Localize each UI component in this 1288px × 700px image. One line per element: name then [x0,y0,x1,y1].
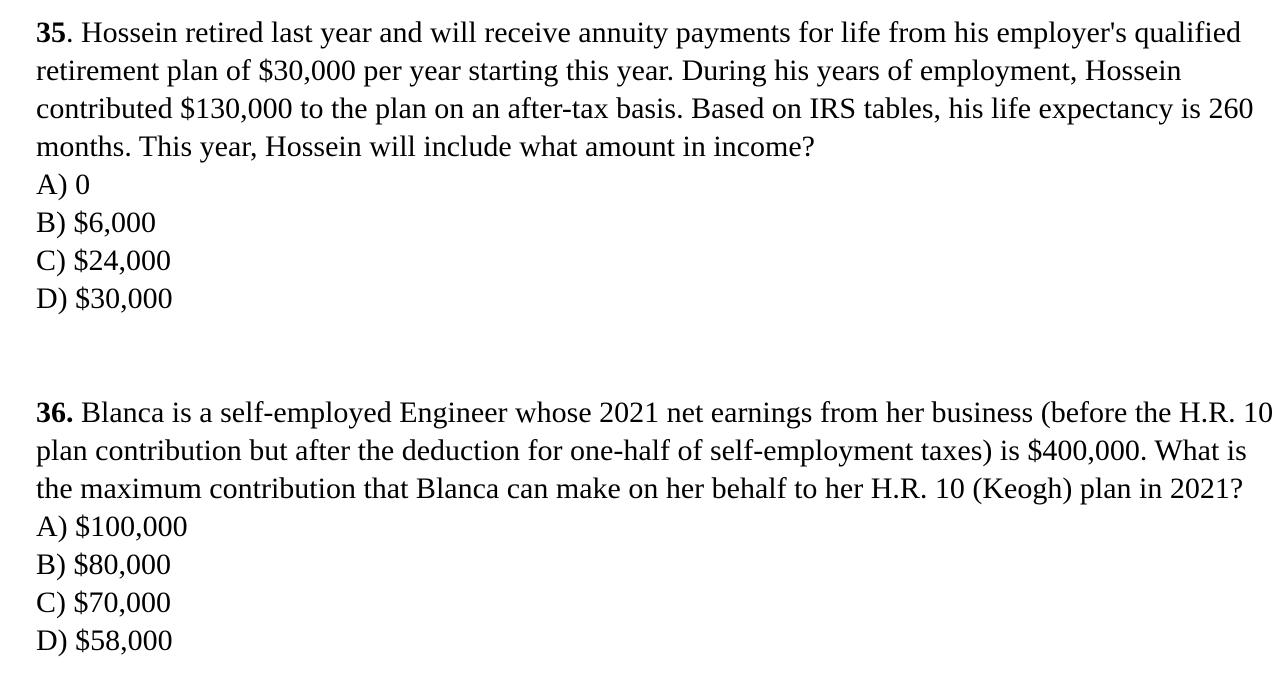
question-36 [36,394,1276,660]
question-36-option-a: A) $100,000 [36,510,188,543]
question-35-number-suffix: . [66,16,81,49]
question-35 [36,14,1276,318]
question-35-number: 35 [36,16,66,49]
question-36-option-c: C) $70,000 [36,586,171,619]
question-35-text: Hossein retired last year and will receive annuity payments for life from his employer's qualified retirement plan of $30,000 per year starting this year. During his years of employment, Hossein contributed $130,000 to the plan on an after-tax basis. Based on IRS tables, his life expectancy is 260 months. This year, Hossein will include what amount in income? [36,16,1254,163]
question-36-option-b: B) $80,000 [36,548,171,581]
question-36-number: 36. [36,396,74,429]
question-35-option-b: B) $6,000 [36,206,156,239]
question-35-option-c: C) $24,000 [36,244,171,277]
question-36-option-d: D) $58,000 [36,624,173,657]
question-36-number-suffix [74,396,82,429]
document-page [36,14,1276,660]
question-35-option-a: A) 0 [36,168,91,201]
question-35-text-block [36,14,1276,166]
question-36-text: Blanca is a self-employed Engineer whose 2021 net earnings from her business (before the H.R. 10 plan contribution but after the deduction for one-half of self-employment taxes) is $400,000. What is the maximum contribution that Blanca can make on her behalf to her H.R. 10 (Keogh) plan in 2021? [36,396,1274,505]
question-35-option-d: D) $30,000 [36,282,173,315]
question-36-text-block [36,394,1276,508]
